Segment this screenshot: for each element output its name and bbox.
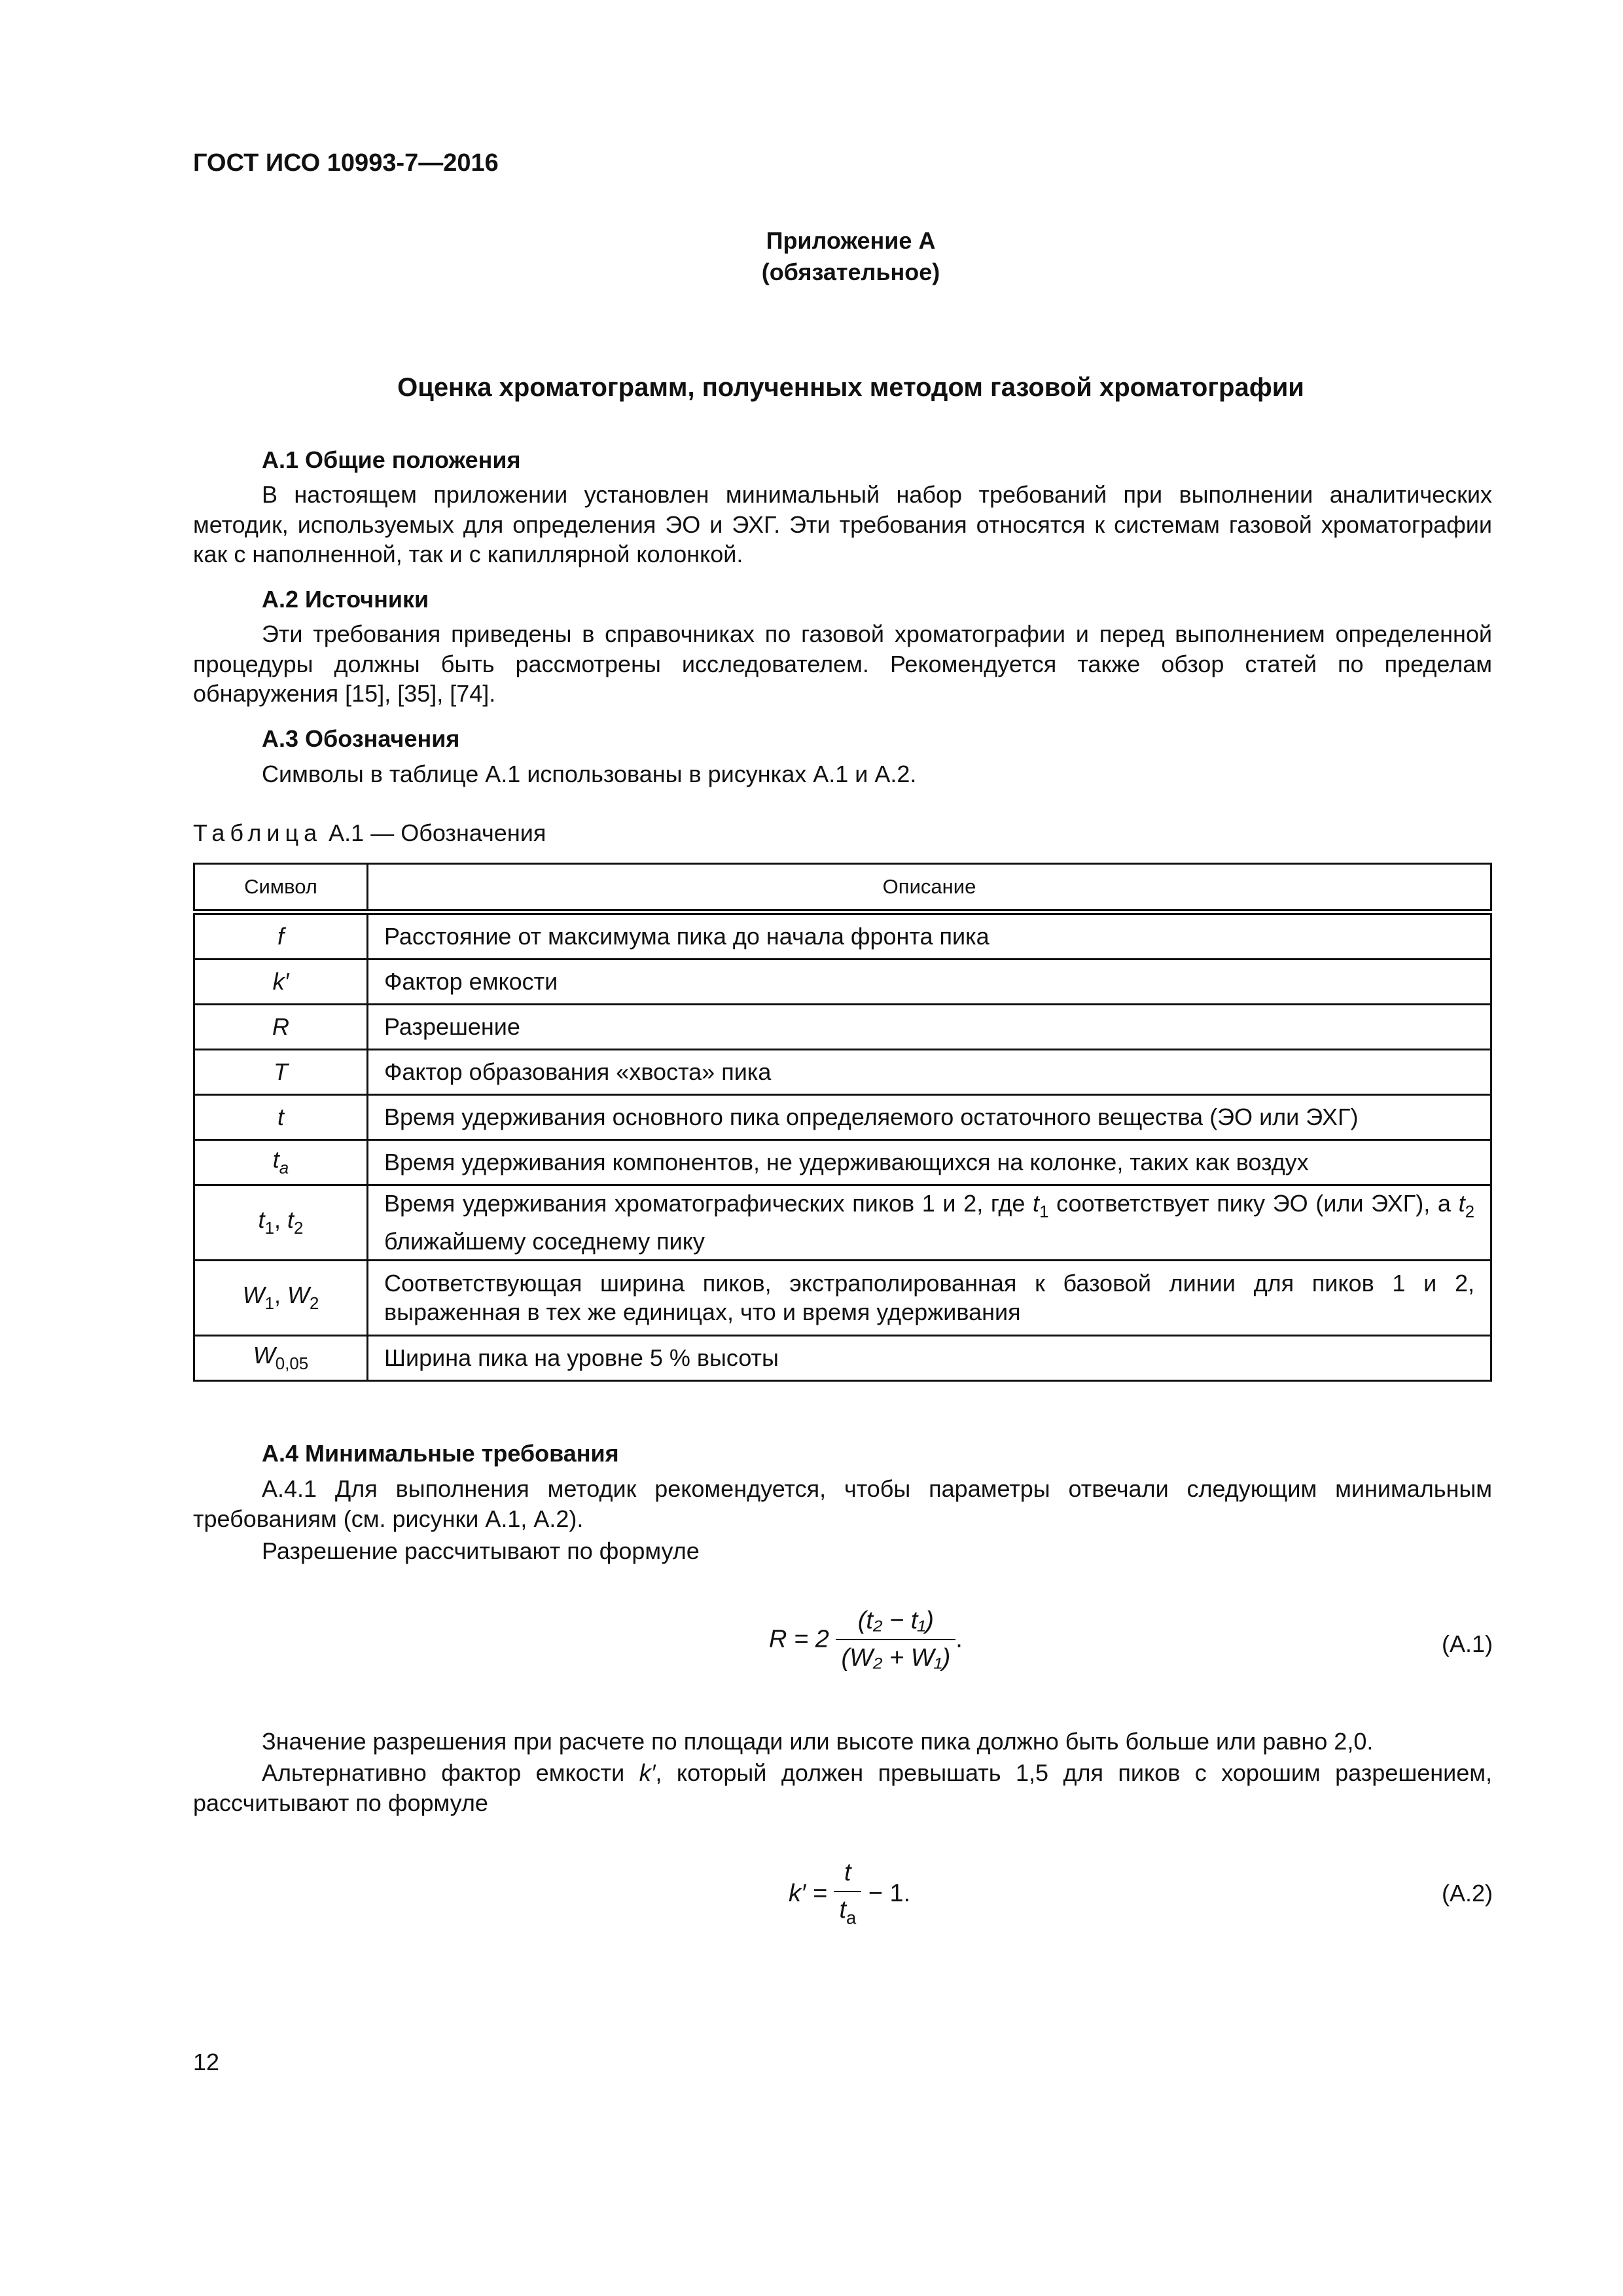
description-cell: Разрешение	[368, 1005, 1491, 1050]
description-cell: Расстояние от максимума пика до начала фронта пика	[368, 912, 1491, 960]
symbol-separator: ,	[274, 1282, 287, 1309]
section-a2-text: Эти требования приведены в справочниках по газовой хроматографии и перед выполнением определенной процедуры должны быть рассмотрены исследователем. Рекомендуется также обзор статей по пределам обнаружения [15], [35], [74].	[193, 620, 1492, 707]
description-cell: Фактор образования «хвоста» пика	[368, 1050, 1491, 1095]
formula-a1-fraction	[836, 1607, 955, 1672]
table-row	[194, 1185, 1491, 1261]
table-row	[194, 912, 1491, 960]
symbol-cell	[194, 1140, 368, 1185]
inline-symbol: t	[1033, 1190, 1040, 1217]
symbol-cell	[194, 1185, 368, 1261]
section-a4-heading: А.4 Минимальные требования	[262, 1440, 619, 1467]
symbol-main: W	[253, 1342, 276, 1369]
symbol-subscript: 0,05	[275, 1355, 309, 1374]
formula-a1-number: (А.1)	[1442, 1630, 1493, 1657]
table-header-row	[194, 864, 1491, 912]
symbol-cell: T	[194, 1050, 368, 1095]
symbol-subscript: a	[279, 1159, 289, 1178]
symbol-cell: k′	[194, 960, 368, 1005]
section-a4-paragraph-3: Значение разрешения при расчете по площади или высоте пика должно быть больше или равно 2,0.	[262, 1728, 1374, 1755]
table-row	[194, 1050, 1491, 1095]
paragraph-text: , который должен превышать 1,5 для пиков с хорошим разрешением, рассчитывают по формуле	[193, 1759, 1493, 1816]
column-header-description: Описание	[368, 864, 1491, 912]
formula-a1-denominator: (W₂ + W₁)	[841, 1644, 951, 1672]
description-cell	[368, 1185, 1491, 1261]
formula-a2-number: (А.2)	[1442, 1880, 1493, 1907]
annex-status: (обязательное)	[761, 259, 940, 285]
annex-label: Приложение А	[766, 227, 936, 254]
table-row	[194, 1336, 1491, 1381]
symbol-cell: R	[194, 1005, 368, 1050]
symbol-subscript: 1	[264, 1219, 274, 1238]
section-a3-text: Символы в таблице А.1 использованы в рисунках А.1 и А.2.	[262, 761, 917, 787]
standard-designation: ГОСТ ИСО 10993-7—2016	[193, 149, 499, 177]
description-cell: Соответствующая ширина пиков, экстраполированная к базовой линии для пиков 1 и 2, выраженная в тех же единицах, что и время удерживания	[368, 1261, 1491, 1336]
symbol-cell: f	[194, 912, 368, 960]
annex-title: Оценка хроматограмм, полученных методом газовой хроматографии	[397, 373, 1304, 402]
inline-subscript: 2	[1465, 1203, 1474, 1222]
section-a4-paragraph-1: А.4.1 Для выполнения методик рекомендуется, чтобы параметры отвечали следующим минимальным требованиям (см. рисунки А.1, А.2).	[193, 1475, 1492, 1532]
symbol-subscript: 2	[294, 1219, 304, 1238]
description-text: Время удерживания хроматографических пиков 1 и 2, где	[384, 1190, 1033, 1217]
formula-a2-tail: − 1.	[861, 1879, 911, 1907]
table-row	[194, 1261, 1491, 1336]
section-a1-heading: А.1 Общие положения	[262, 446, 521, 473]
table-row	[194, 1005, 1491, 1050]
symbols-table	[193, 863, 1492, 1382]
table-row	[194, 960, 1491, 1005]
description-text: ближайшему соседнему пику	[384, 1227, 705, 1255]
description-cell: Фактор емкости	[368, 960, 1491, 1005]
paragraph-text: Альтернативно фактор емкости	[262, 1759, 639, 1786]
formula-a1	[769, 1607, 963, 1672]
formula-a2-numerator: t	[834, 1859, 861, 1892]
symbol-cell	[194, 1261, 368, 1336]
denominator-subscript: a	[846, 1907, 857, 1928]
formula-a2-lhs: k′ =	[789, 1879, 827, 1907]
symbol-separator: ,	[274, 1206, 287, 1234]
inline-symbol: k′	[639, 1759, 656, 1786]
section-a3-heading: А.3 Обозначения	[262, 725, 460, 752]
description-cell: Время удерживания основного пика определяемого остаточного вещества (ЭО или ЭХГ)	[368, 1095, 1491, 1140]
page-number: 12	[193, 2049, 220, 2075]
inline-symbol: t	[1458, 1190, 1465, 1217]
formula-a2-denominator	[834, 1892, 861, 1929]
description-text: соответствует пику ЭО (или ЭХГ), а	[1048, 1190, 1459, 1217]
formula-a1-lhs: R = 2	[769, 1625, 829, 1653]
description-cell: Ширина пика на уровне 5 % высоты	[368, 1336, 1491, 1381]
symbol-subscript: 2	[309, 1295, 319, 1314]
section-a4-paragraph-2: Разрешение рассчитывают по формуле	[262, 1537, 700, 1564]
inline-subscript: 1	[1039, 1203, 1049, 1222]
formula-a1-tail: .	[955, 1625, 963, 1653]
formula-a2	[789, 1859, 910, 1929]
formula-a1-numerator: (t₂ − t₁)	[836, 1607, 955, 1640]
table-caption-prefix: Таблица	[193, 819, 323, 846]
symbol-main: t	[258, 1206, 265, 1234]
denominator-symbol: t	[839, 1896, 846, 1924]
table-caption	[193, 819, 546, 847]
description-cell: Время удерживания компонентов, не удерживающихся на колонке, таких как воздух	[368, 1140, 1491, 1185]
table-caption-title: А.1 — Обозначения	[322, 819, 546, 846]
symbol-main: W	[242, 1282, 265, 1309]
symbol-main: t	[287, 1206, 294, 1234]
symbol-cell	[194, 1336, 368, 1381]
column-header-symbol: Символ	[194, 864, 368, 912]
section-a2-heading: А.2 Источники	[262, 586, 429, 613]
table-row	[194, 1140, 1491, 1185]
symbol-subscript: 1	[264, 1295, 274, 1314]
symbol-cell: t	[194, 1095, 368, 1140]
section-a4-paragraph-4	[193, 1758, 1492, 1818]
formula-a2-fraction	[834, 1859, 861, 1929]
symbol-main: t	[272, 1146, 279, 1174]
section-a1-text: В настоящем приложении установлен минимальный набор требований при выполнении аналитических методик, используемых для определения ЭО и ЭХГ. Эти требования относятся к системам газовой хроматографии как с наполненной, так и с капиллярной колонкой.	[193, 481, 1492, 567]
symbol-main: W	[287, 1282, 310, 1309]
table-row	[194, 1095, 1491, 1140]
